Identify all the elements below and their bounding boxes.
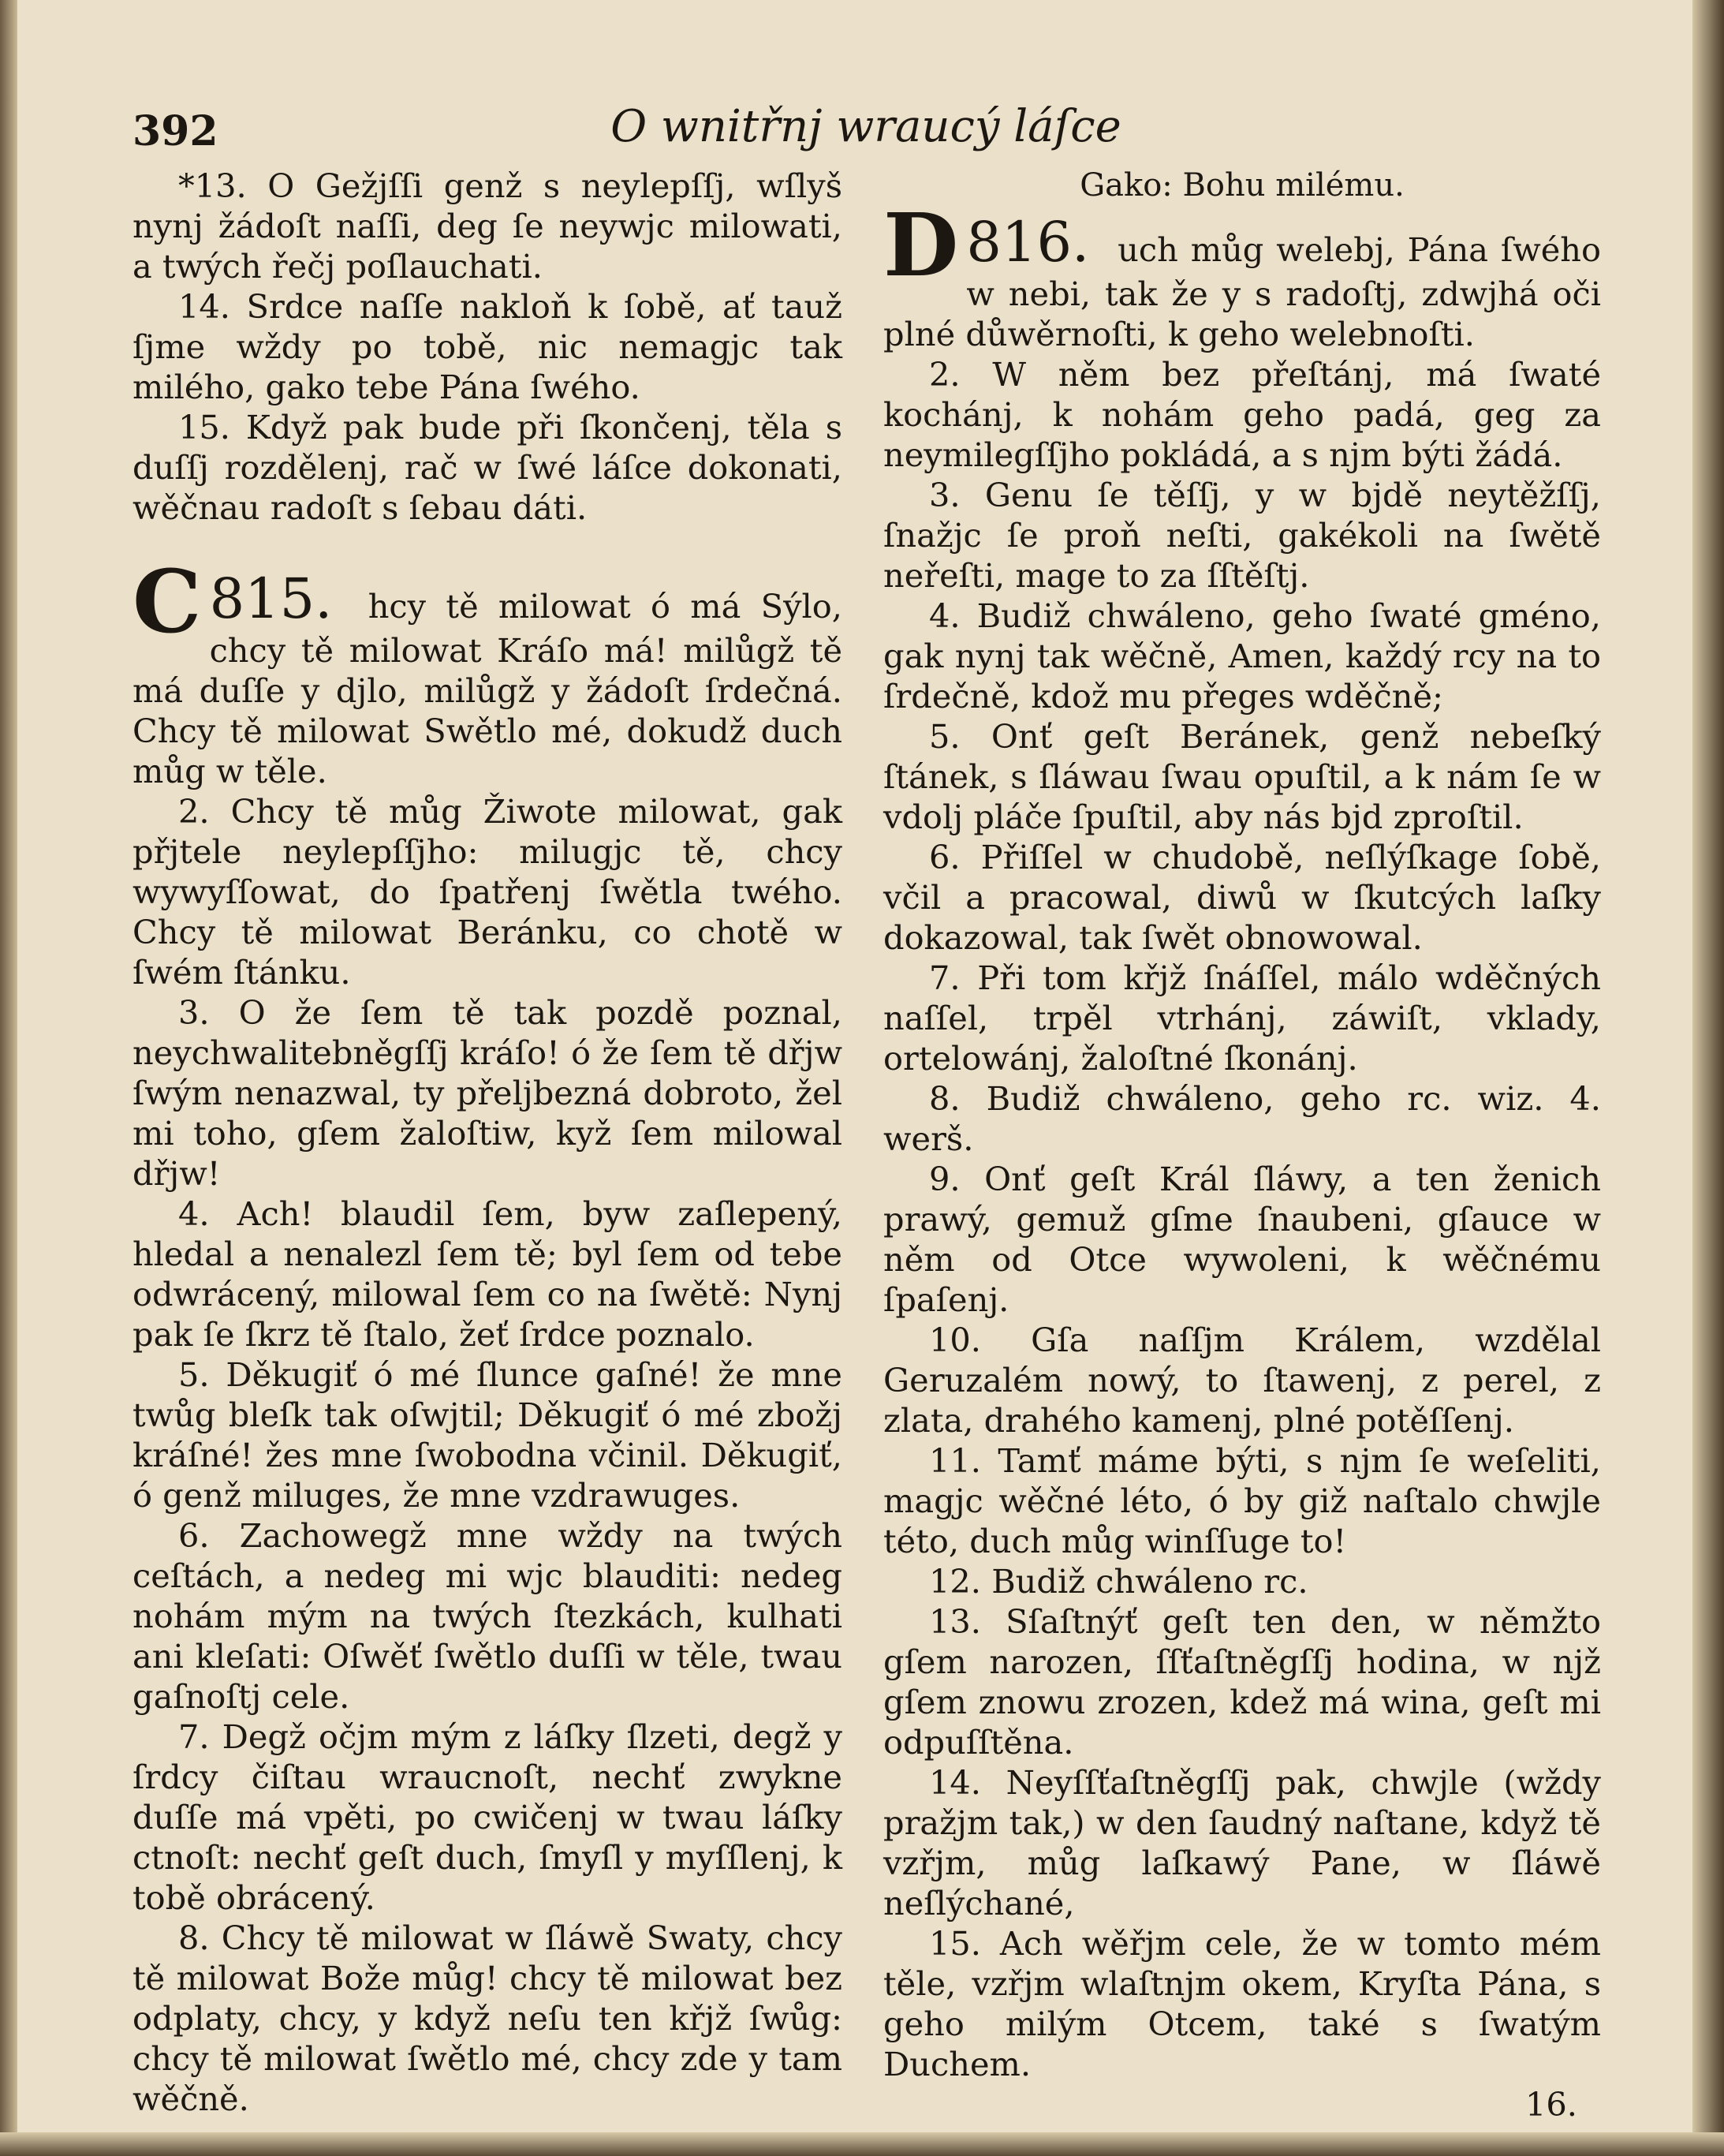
stanza: 2. Chcy tě můg Žiwote milowat, gak přjtele neylepſſjho: milugjc tě, chcy wywyſſowat, do ſpatřenj ſwětla twého. Chcy tě milowat Beránku, co chotě w ſwém ſtánku. (132, 792, 842, 992)
page-number: 392 (132, 107, 218, 155)
stanza: 7. Při tom křjž ſnáſſel, málo wděčných naſſel, trpěl vtrhánj, záwiſt, vklady, ortelowánj, žaloſtné ſkonánj. (883, 958, 1601, 1078)
hymn-815-opening (132, 551, 842, 791)
stanza: 8. Budiž chwáleno, geho rc. wiz. 4. werš. (883, 1079, 1601, 1158)
stanza: 14. Neyſſťaſtněgſſj pak, chwjle (wždy pražjm tak,) w den ſaudný naſtane, když tě vzřjm, můg laſkawý Pane, w ſláwě neſlýchané, (883, 1763, 1601, 1922)
stanza: 12. Budiž chwáleno rc. (929, 1562, 1308, 1601)
drop-cap-initial: D (883, 194, 959, 296)
page-edge-bottom (0, 2132, 1724, 2156)
stanza: 15. Když pak bude při ſkončenj, těla s duſſj rozdělenj, rač w ſwé láſce dokonati, wěčnau radoſt s ſebau dáti. (132, 408, 842, 527)
stanza: 4. Ach! blaudil ſem, byw zaſlepený, hledal a nenalezl ſem tě; byl ſem od tebe odwrácený, milowal ſem co na ſwětě: Nynj pak ſe ſkrz tě ſtalo, žeť ſrdce poznalo. (132, 1194, 842, 1354)
first-stanza-text: hcy tě milowat ó má Sýlo, chcy tě milowat Kráſo má! milůgž tě má duſſe y djlo, milůgž y žádoſt ſrdečná. Chcy tě milowat Swětlo mé, dokudž duch můg w těle. (132, 587, 842, 790)
hymn-number: 815. (209, 566, 333, 631)
hymn-816-opening (883, 194, 1601, 354)
stanza: 13. Sſaſtnýť geſt ten den, w němžto gſem narozen, ſſťaſtněgſſj hodina, w njž gſem znowu zrozen, kdež má wina, geſt mi odpuſſtěna. (883, 1602, 1601, 1762)
page-edge-right (1692, 0, 1724, 2156)
stanza: 15. Ach wěřjm cele, že w tomto mém těle, vzřjm wlaſtnjm okem, Kryſta Pána, s geho milým Otcem, také s ſwatým Duchem. (883, 1924, 1601, 2083)
stanza: 9. Onť geſt Král ſláwy, a ten ženich prawý, gemuž gſme ſnaubeni, gſauce w něm od Otce wywoleni, k wěčnému ſpaſenj. (883, 1160, 1601, 1319)
catchword: 16. (1525, 2085, 1577, 2124)
first-stanza-text: uch můg welebj, Pána ſwého w nebi, tak že y s radoſtj, zdwjhá oči plné důwěrnoſti, k geho welebnoſti. (883, 230, 1601, 353)
drop-cap-initial: C (132, 551, 202, 652)
stanza: 3. Genu ſe těſſj, y w bjdě neytěžſſj, ſnažjc ſe proň neſti, gakékoli na ſwětě neřeſti, mage to za ſſtěſtj. (883, 476, 1601, 595)
stanza: 2. W něm bez přeſtánj, má ſwaté kochánj, k nohám geho padá, geg za neymilegſſjho pokládá, a s njm býti žádá. (883, 355, 1601, 474)
left-column (132, 166, 842, 2119)
stanza: 6. Zachowegž mne wždy na twých ceſtách, a nedeg mi wjc blauditi: nedeg nohám mým na twých ſtezkách, kulhati ani kleſati: Oſwěť ſwětlo duſſi w těle, twau gaſnoſtj cele. (132, 1516, 842, 1716)
tune-reference: Gako: Bohu milému. (1080, 167, 1405, 204)
stanza: 8. Chcy tě milowat w ſláwě Swaty, chcy tě milowat Bože můg! chcy tě milowat bez odplaty, chcy, y když neſu ten křjž ſwůg: chcy tě milowat ſwětlo mé, chcy zde y tam wěčně. (132, 1919, 842, 2118)
stanza: 5. Onť geſt Beránek, genž nebeſký ſtánek, s ſláwau ſwau opuſtil, a k nám ſe w vdolj pláče ſpuſtil, aby nás bjd zproſtil. (883, 717, 1601, 836)
running-title: O wnitřnj wraucý láſce (610, 101, 1121, 152)
right-column (883, 166, 1601, 2124)
hymn-number: 816. (966, 210, 1090, 275)
stanza: 10. Gſa naſſjm Králem, wzdělal Geruzalém nowý, to ſtawenj, z perel, z zlata, drahého kamenj, plné potěſſenj. (883, 1321, 1601, 1440)
stanza: 3. O že ſem tě tak pozdě poznal, neychwalitebněgſſj kráſo! ó že ſem tě dřjw ſwým nenazwal, ty přeljbezná dobroto, žel mi toho, gſem žaloſtiw, kyž ſem milowal dřjw! (132, 993, 842, 1193)
stanza: 4. Budiž chwáleno, geho ſwaté gméno, gak nynj tak wěčně, Amen, každý rcy na to ſrdečně, kdož mu přeges wděčně; (883, 596, 1601, 716)
stanza: 14. Srdce naſſe nakloň k ſobě, ať tauž ſjme wždy po tobě, nic nemagjc tak milého, gako tebe Pána ſwého. (132, 287, 842, 406)
stanza: 5. Děkugiť ó mé ſlunce gaſné! že mne twůg bleſk tak oſwjtil; Děkugiť ó mé zbožj kráſné! žes mne ſwobodna včinil. Děkugiť, ó genž miluges, že mne vzdrawuges. (132, 1355, 842, 1515)
stanza: 11. Tamť máme býti, s njm ſe weſeliti, magjc wěčné léto, ó by giž naſtalo chwjle této, duch můg winſſuge to! (883, 1441, 1601, 1560)
stanza: 7. Degž očjm mým z láſky ſlzeti, degž y ſrdcy čiſtau wraucnoſt, nechť zwykne duſſe má vpěti, po cwičenj w twau láſky ctnoſt: nechť geſt duch, ſmyſl y myſſlenj, k tobě obrácený. (132, 1717, 842, 1917)
page-header (132, 101, 1599, 164)
page-edge-left (0, 0, 17, 2156)
stanza: 6. Přiſſel w chudobě, neſlýſkage ſobě, včil a pracowal, diwů w ſkutcých laſky dokazowal, tak ſwět obnowowal. (883, 838, 1601, 957)
stanza: *13. O Gežjſſi genž s neylepſſj, wſlyš nynj žádoſt naſſi, deg ſe neywjc milowati, a twých řečj poſlauchati. (132, 166, 842, 286)
